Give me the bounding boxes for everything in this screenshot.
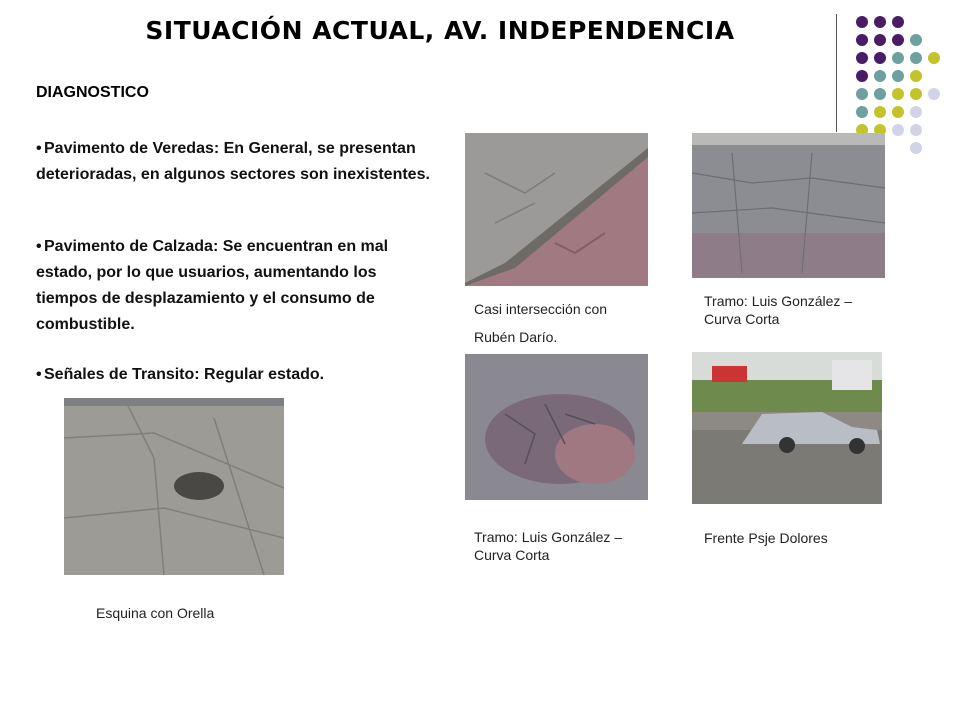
- decor-dot: [892, 88, 904, 100]
- decor-dot: [910, 124, 922, 136]
- decor-dot: [874, 52, 886, 64]
- bullet-text: Pavimento de Veredas: En General, se presentan deterioradas, en algunos sectores son inexistentes.: [36, 140, 430, 183]
- bullet-marker: •: [36, 140, 42, 157]
- decor-dot: [874, 88, 886, 100]
- bullet-senales: [36, 362, 436, 388]
- bullet-marker: •: [36, 238, 42, 255]
- photo-caption: Tramo: Luis González –: [704, 293, 853, 309]
- decor-dot: [928, 88, 940, 100]
- photo-caption: Curva Corta: [704, 311, 780, 327]
- decor-dot: [856, 70, 868, 82]
- decor-dot: [928, 52, 940, 64]
- bullet-text: Señales de Transito: Regular estado.: [44, 366, 325, 383]
- bullet-text: Pavimento de Calzada: Se encuentran en mal estado, por lo que usuarios, aumentando los tiempos de desplazamiento y el consumo de combustible.: [36, 238, 389, 333]
- decor-dot: [874, 106, 886, 118]
- photo-caption: Esquina con Orella: [96, 605, 215, 621]
- section-heading: DIAGNOSTICO: [36, 84, 149, 101]
- photo-corner-sidewalk: [64, 398, 284, 575]
- decor-dot: [856, 88, 868, 100]
- photo-caption: Curva Corta: [474, 547, 550, 563]
- decor-dot: [910, 142, 922, 154]
- decor-dot: [910, 34, 922, 46]
- decor-dot: [874, 34, 886, 46]
- photo-pothole: [465, 354, 648, 500]
- decor-dot: [856, 16, 868, 28]
- decor-dot: [874, 16, 886, 28]
- photo-cracked-street: [692, 133, 885, 278]
- decor-dot: [892, 106, 904, 118]
- slide-title: SITUACIÓN ACTUAL, AV. INDEPENDENCIA: [145, 16, 735, 45]
- decor-dot: [910, 52, 922, 64]
- decor-dot: [892, 34, 904, 46]
- bullet-calzada: [36, 234, 436, 338]
- decor-dot: [892, 52, 904, 64]
- decor-dot: [874, 70, 886, 82]
- photo-caption: Tramo: Luis González –: [474, 529, 623, 545]
- photo-caption: Frente Psje Dolores: [704, 530, 828, 546]
- bullet-marker: •: [36, 366, 42, 383]
- decor-dot: [892, 16, 904, 28]
- decor-dot: [910, 88, 922, 100]
- decor-dot: [856, 52, 868, 64]
- photo-caption: Casi intersección con: [474, 301, 608, 317]
- decor-divider: [836, 14, 837, 132]
- bullet-veredas: [36, 136, 436, 188]
- photo-street-car: [692, 352, 882, 504]
- photo-caption: Rubén Darío.: [474, 329, 558, 345]
- decor-dot: [892, 124, 904, 136]
- photo-sidewalk-edge: [465, 133, 648, 286]
- decor-dot: [910, 106, 922, 118]
- decor-dot: [856, 106, 868, 118]
- decor-dot: [910, 70, 922, 82]
- decor-dot: [856, 34, 868, 46]
- decor-dot: [892, 70, 904, 82]
